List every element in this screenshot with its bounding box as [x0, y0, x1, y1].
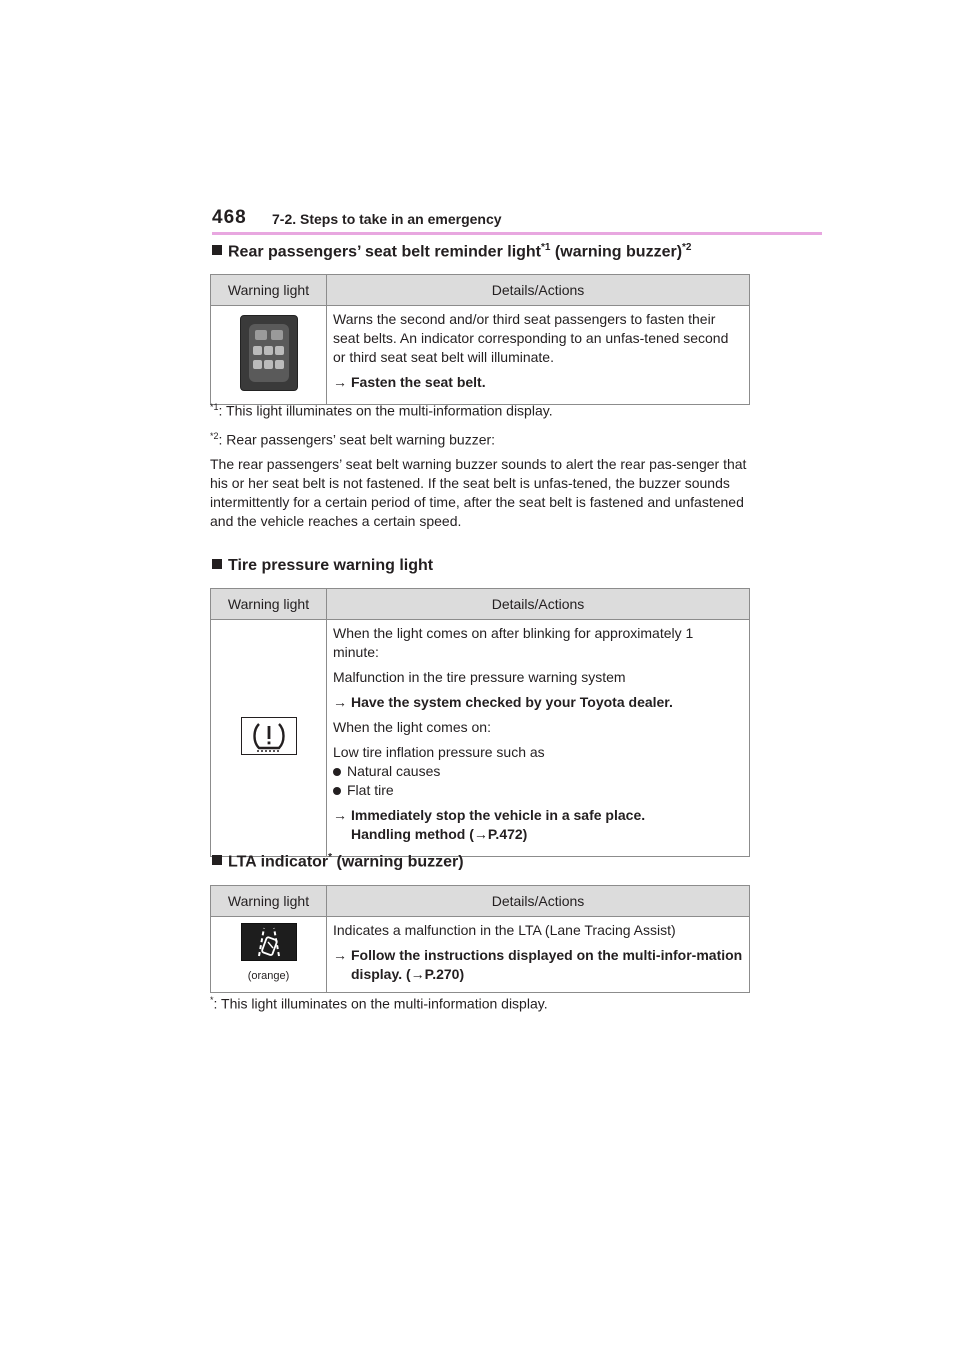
square-bullet-icon [212, 559, 222, 569]
square-bullet-icon [212, 245, 222, 255]
list-item: Flat tire [333, 781, 743, 800]
tire-condition-2: When the light comes on: [333, 719, 491, 735]
page-reference-link[interactable]: P.270) [424, 966, 465, 982]
tire-low-pressure: Low tire inflation pressure such as [333, 744, 545, 760]
header-rule [212, 232, 822, 235]
rear-seat-belt-icon [240, 315, 298, 391]
lta-color-label: (orange) [247, 970, 290, 982]
tire-action-1: → Have the system checked by your Toyota dealer. [333, 694, 673, 710]
heading-rear-seat-belt: Rear passengers’ seat belt reminder light$^{*1}$ (warning buzzer)$^{*2}$ [212, 242, 691, 261]
table-lta [210, 885, 750, 993]
page-number: 468 [212, 207, 247, 228]
col-header-warning-light: Warning light [211, 886, 327, 917]
col-header-warning-light: Warning light [211, 275, 327, 306]
tire-malfunction: Malfunction in the tire pressure warning system [333, 669, 626, 685]
col-header-details: Details/Actions [327, 589, 750, 620]
footnote-1: $^{*1}$: This light illuminates on the multi-information display. [210, 402, 553, 419]
page-reference-link[interactable]: P.472) [487, 826, 528, 842]
col-header-details: Details/Actions [327, 886, 750, 917]
square-bullet-icon [212, 855, 222, 865]
heading-lta: LTA indicator* (warning buzzer) [212, 852, 464, 871]
list-item: Natural causes [333, 762, 743, 781]
section-title: 7-2. Steps to take in an emergency [272, 211, 502, 227]
lta-action: → Follow the instructions displayed on the multi-infor-mation display. (→P.270) [333, 947, 743, 982]
seat-belt-action: → Fasten the seat belt. [333, 374, 486, 390]
table-tire-pressure [210, 588, 750, 857]
footnote-3: *: This light illuminates on the multi-information display. [210, 995, 548, 1012]
table-rear-seat-belt [210, 274, 750, 405]
lta-description: Indicates a malfunction in the LTA (Lane Tracing Assist) [333, 922, 676, 938]
tire-pressure-warning-icon [241, 717, 297, 755]
tire-condition-1: When the light comes on after blinking for approximately 1 minute: [333, 625, 694, 660]
tire-action-2: → Immediately stop the vehicle in a safe place. Handling method (→P.472) [333, 807, 646, 842]
footnote-2-body: The rear passengers’ seat belt warning buzzer sounds to alert the rear pas-senger that his or her seat belt is not fastened. If the seat belt is unfas-tened, the buzzer sounds intermittently for a certain period of time, after the seat belt is fastened and unfastened and the vehicle reaches a certain speed. [210, 456, 747, 529]
col-header-warning-light: Warning light [211, 589, 327, 620]
lta-indicator-icon [241, 923, 297, 961]
footnote-2: $^{*2}$: Rear passengers’ seat belt warning buzzer: [210, 431, 496, 448]
heading-tire-pressure: Tire pressure warning light [212, 557, 433, 575]
seat-belt-description: Warns the second and/or third seat passengers to fasten their seat belts. An indicator corresponding to an unfas-tened second or third seat seat belt will illuminate. [333, 311, 729, 365]
col-header-details: Details/Actions [327, 275, 750, 306]
